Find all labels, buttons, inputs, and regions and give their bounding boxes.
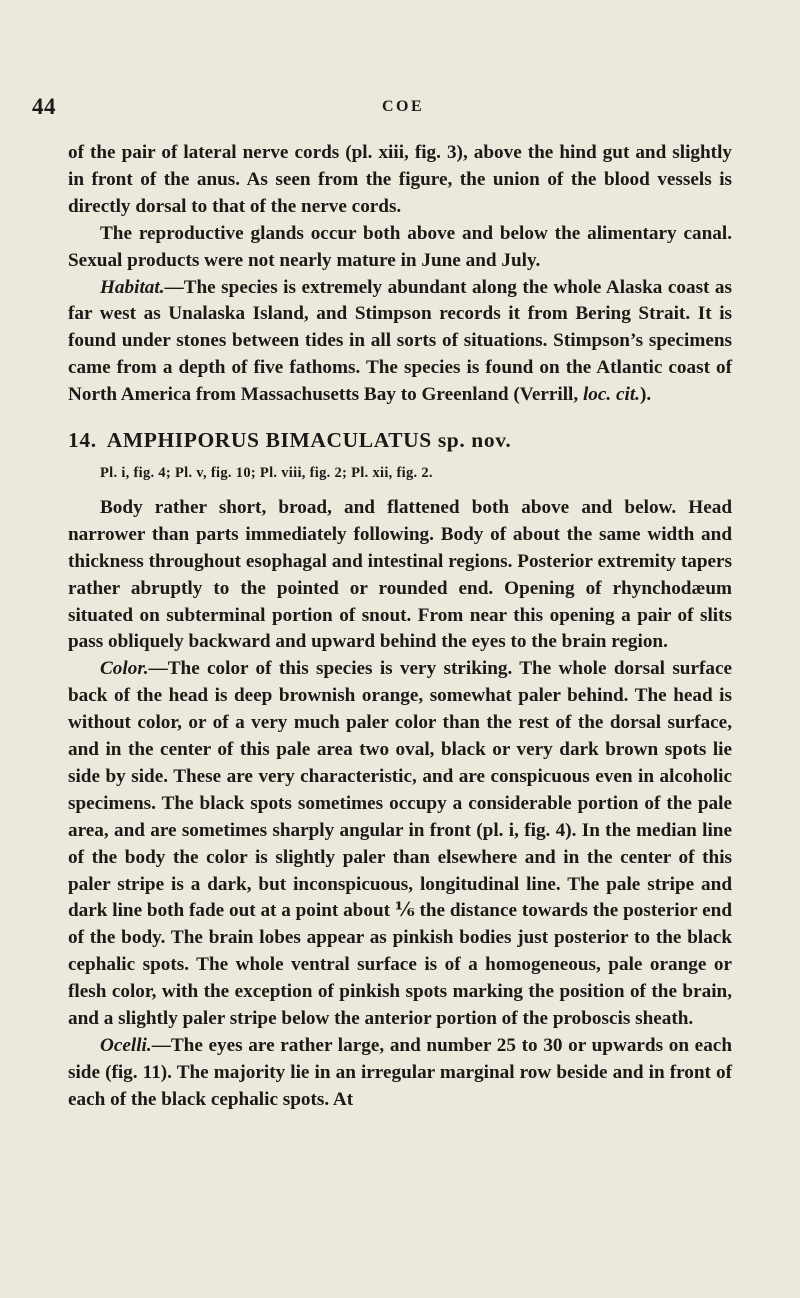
ocelli-text: —The eyes are rather large, and number 25 to 30 or upwards on each side (fig. 11). The majority lie in an irregular marginal row beside and in front of each of the black cephalic spots. At [68, 1035, 732, 1110]
paragraph-continuation: of the pair of lateral nerve cords (pl. xiii, fig. 3), above the hind gut and slightly in front of the anus. As seen from the figure, the union of the blood vessels is directly dorsal to that of the nerve cords. [68, 142, 732, 217]
paragraph-body-description: Body rather short, broad, and flattened both above and below. Head narrower than parts immediately following. Body of about the same width and thickness throughout esophagal and intestinal regions. Posterior extremity tapers rather abruptly to the pointed or rounded end. Opening of rhynchodæum situated on subterminal portion of snout. From near this opening a pair of slits pass obliquely backward and upward behind the eyes to the brain region. [68, 496, 732, 653]
color-text: —The color of this species is very striking. The whole dorsal surface back of the head is deep brownish orange, somewhat paler behind. The head is without color, or of a very much paler color than the rest of the dorsal surface, and in the center of this pale area two oval, black or very dark brown spots lie side by side. These are very characteristic, and are conspicuous even in alcoholic specimens. The black spots sometimes occupy a considerable portion of the pale area, and are sometimes sharply angular in front (pl. i, fig. 4). In the median line of the body the color is slightly paler than elsewhere and in the center of this paler stripe is a dark, but inconspicuous, longitudinal line. The pale stripe and dark line both fade out at a point about ⅙ the distance towards the posterior end of the body. The brain lobes appear as pinkish bodies just posterior to the black cephalic spots. The whole ventral surface is of a homogeneous, pale orange or flesh color, with the exception of pinkish spots marking the position of the brain, and a slightly paler stripe below the anterior portion of the proboscis sheath. [68, 658, 732, 1030]
color-label: Color. [100, 658, 149, 680]
species-title: AMPHIPORUS BIMACULATUS sp. nov. [106, 428, 512, 453]
species-number: 14. [68, 428, 97, 453]
habitat-citation: loc. cit. [582, 384, 640, 406]
ocelli-label: Ocelli. [100, 1035, 152, 1056]
paragraph-habitat [68, 275, 732, 410]
habitat-end: ). [639, 384, 652, 406]
running-head: COE [382, 98, 425, 115]
page-number: 44 [32, 94, 56, 119]
habitat-label: Habitat. [100, 276, 165, 298]
paragraph-ocelli [68, 1033, 732, 1114]
paragraph-reproductive-glands: The reproductive glands occur both above and below the alimentary canal. Sexual products were not nearly mature in June and July. [68, 222, 732, 271]
paragraph-color [68, 656, 732, 1033]
species-heading [68, 427, 732, 454]
plate-references: Pl. i, fig. 4; Pl. v, fig. 10; Pl. viii, fig. 2; Pl. xii, fig. 2. [100, 464, 433, 481]
page-body [68, 140, 732, 1114]
habitat-text: —The species is extremely abundant along the whole Alaska coast as far west as Unalaska Island, and Stimpson records it from Bering Strait. It is found under stones between tides in all sorts of situations. Stimpson’s specimens came from a depth of five fathoms. The species is found on the Atlantic coast of North America from Massachusetts Bay to Greenland (Verrill, [68, 276, 732, 406]
